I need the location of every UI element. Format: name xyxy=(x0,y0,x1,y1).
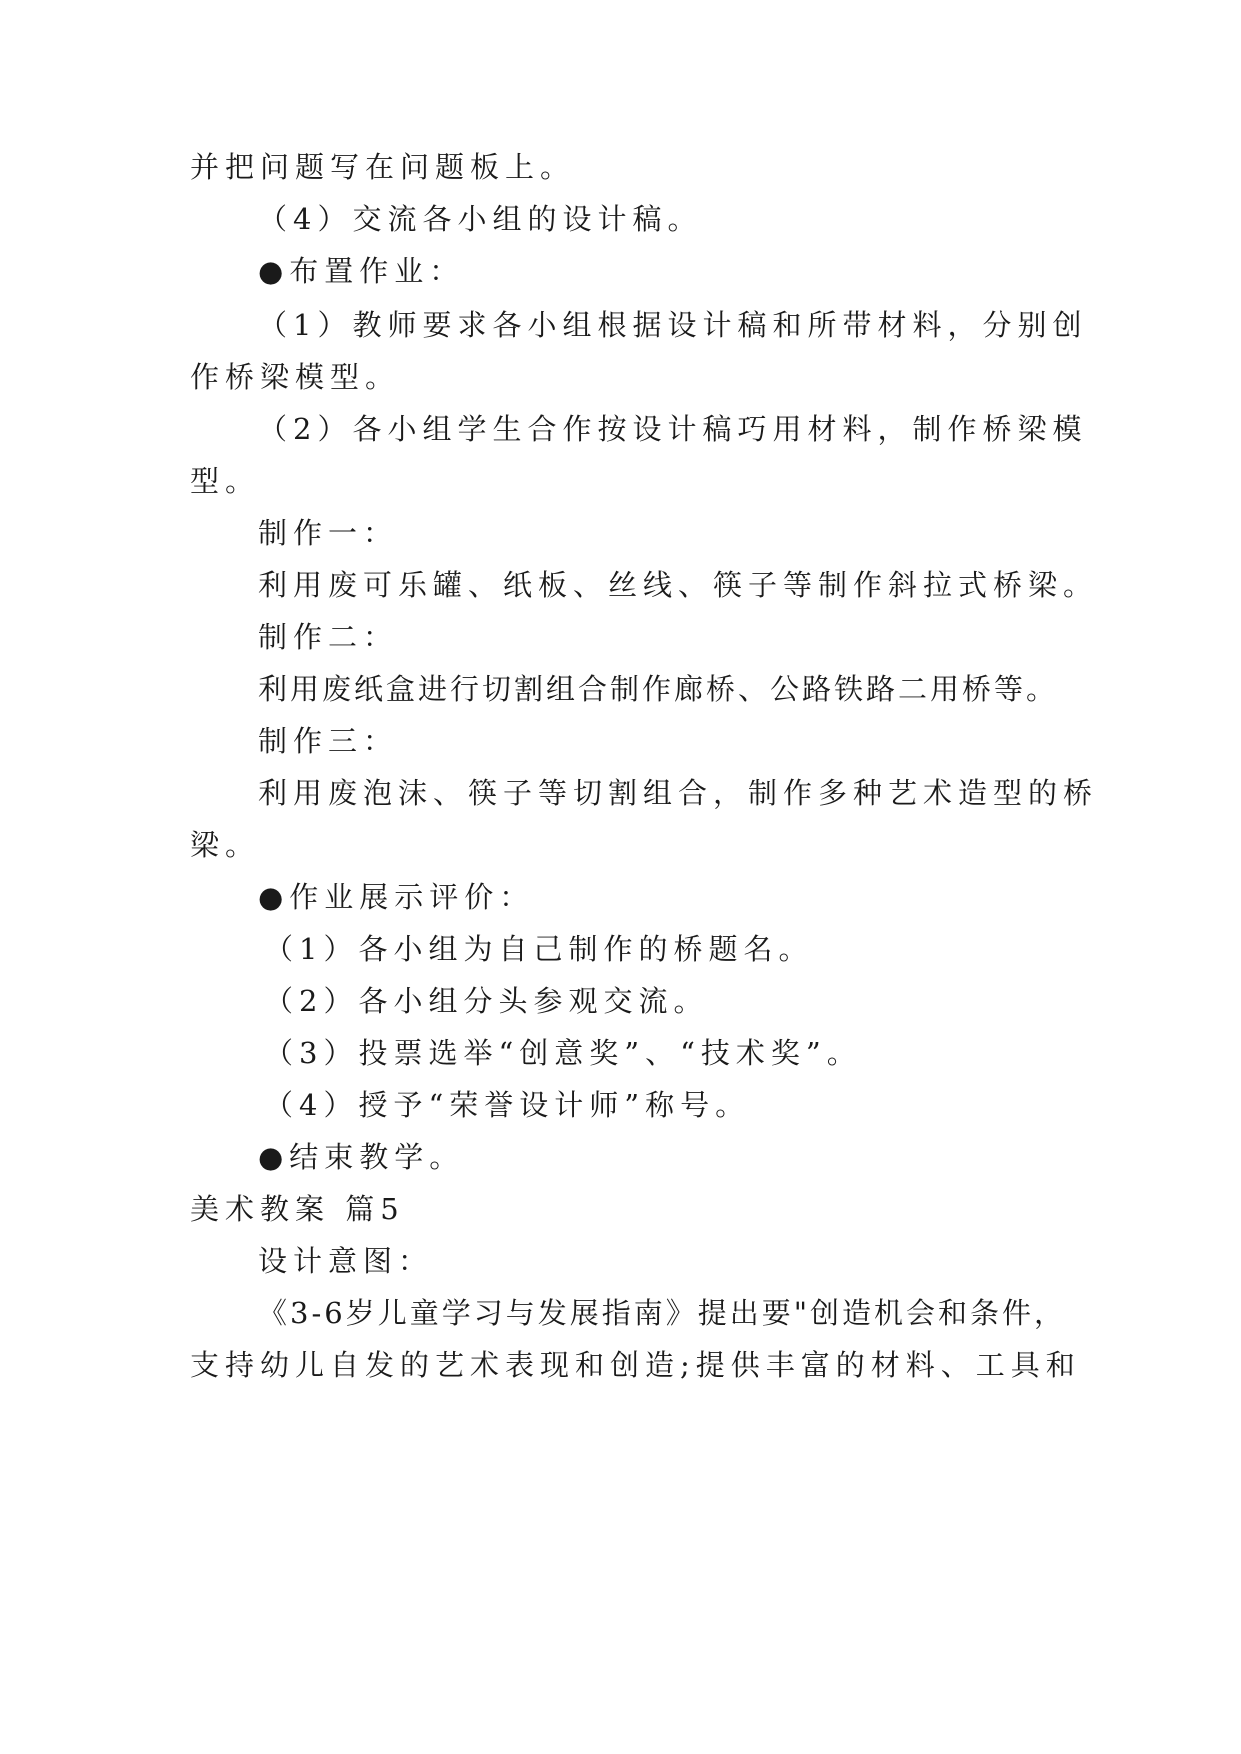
text-line: （4）交流各小组的设计稿。 xyxy=(258,202,703,236)
text-line: 作桥梁模型。 xyxy=(190,360,401,394)
text-line: 利用废纸盒进行切割组合制作廊桥、公路铁路二用桥等。 xyxy=(258,672,1059,706)
text-line: （1）教师要求各小组根据设计稿和所带材料，分别创 xyxy=(258,308,1088,342)
text-line: （1）各小组为自己制作的桥题名。 xyxy=(264,932,814,966)
text-line: （2）各小组学生合作按设计稿巧用材料，制作桥梁模 xyxy=(258,412,1088,446)
text-line: 利用废泡沫、筷子等切割组合，制作多种艺术造型的桥 xyxy=(258,776,1099,810)
text-line: 利用废可乐罐、纸板、丝线、筷子等制作斜拉式桥梁。 xyxy=(258,568,1099,602)
section-bullet-work-evaluation: ●作业展示评价： xyxy=(258,880,535,914)
section-bullet-assign-homework: ●布置作业： xyxy=(258,254,465,288)
text-line: 梁。 xyxy=(190,828,261,862)
text-line: 《3-6岁儿童学习与发展指南》提出要"创造机会和条件， xyxy=(258,1296,1067,1330)
text-line: （3）投票选举“创意奖”、“技术奖”。 xyxy=(264,1036,862,1070)
text-line: （2）各小组分头参观交流。 xyxy=(264,984,709,1018)
text-line: 设计意图： xyxy=(258,1244,434,1278)
text-line: （4）授予“荣誉设计师”称号。 xyxy=(264,1088,751,1122)
text-line: 制作一： xyxy=(258,516,399,550)
text-line: 制作二： xyxy=(258,620,399,654)
text-line: 制作三： xyxy=(258,724,399,758)
section-bullet-end-teaching: ●结束教学。 xyxy=(258,1140,465,1174)
section-heading: 美术教案 篇5 xyxy=(190,1192,405,1226)
text-line: 型。 xyxy=(190,464,261,498)
text-line: 并把问题写在问题板上。 xyxy=(190,150,576,184)
text-line: 支持幼儿自发的艺术表现和创造;提供丰富的材料、工具和 xyxy=(190,1348,1081,1382)
